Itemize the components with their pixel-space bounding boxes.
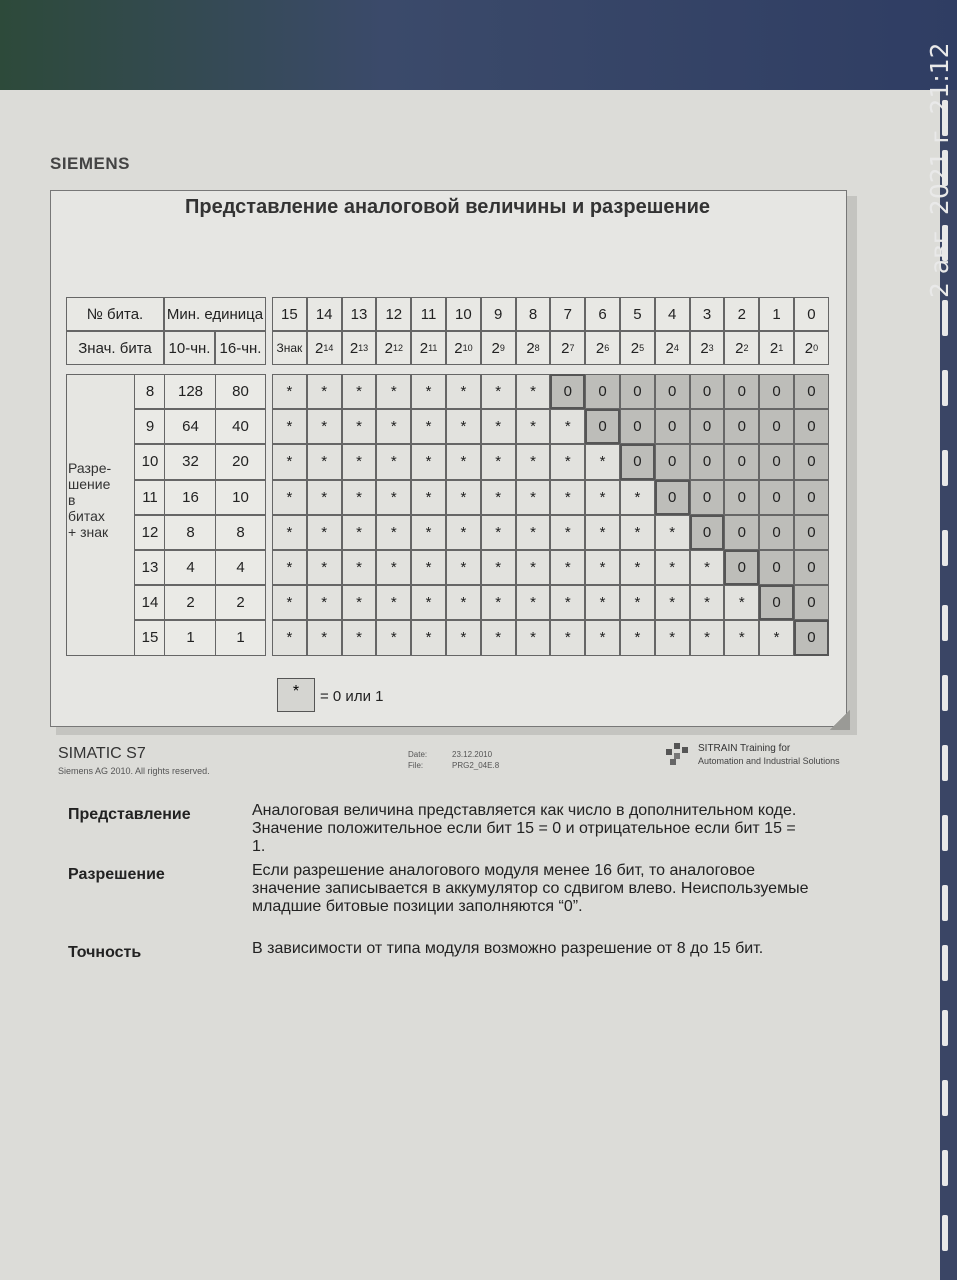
bit-cell-any: * xyxy=(376,585,411,620)
bit-cell-any: * xyxy=(307,444,342,479)
bit-cell-any: * xyxy=(516,480,551,515)
bit-cell-any: * xyxy=(620,480,655,515)
bit-cell-any: * xyxy=(307,620,342,655)
bit-cell-any: * xyxy=(620,585,655,620)
binder-ring xyxy=(942,1150,948,1186)
binder-ring xyxy=(942,815,948,851)
row-resolution-15: 15 xyxy=(134,620,166,655)
bit-cell-zero: 0 xyxy=(690,515,725,550)
bit-value-base: 2 xyxy=(769,339,779,357)
bit-cell-zero: 0 xyxy=(759,585,794,620)
row-hex-unit: 80 xyxy=(215,374,266,409)
bit-cell-any: * xyxy=(446,585,481,620)
bit-cell-zero: 0 xyxy=(585,374,620,409)
bit-cell-any: * xyxy=(272,444,307,479)
bit-cell-any: * xyxy=(516,550,551,585)
bit-cell-any: * xyxy=(550,480,585,515)
bit-value-base: 2 xyxy=(419,339,429,357)
bit-value-exponent: 4 xyxy=(673,343,679,353)
bit-value-exponent: 14 xyxy=(323,343,334,353)
row-decimal-unit: 128 xyxy=(164,374,217,409)
bit-cell-any: * xyxy=(481,409,516,444)
bit-cell-any: * xyxy=(342,374,377,409)
bit-cell-zero: 0 xyxy=(759,374,794,409)
header-bit-7: 7 xyxy=(550,297,585,331)
bit-cell-zero: 0 xyxy=(794,515,829,550)
bit-value-base: 2 xyxy=(526,339,535,357)
bit-value-base: 2 xyxy=(804,339,814,357)
bit-cell-any: * xyxy=(481,480,516,515)
bit-cell-zero: 0 xyxy=(794,480,829,515)
note-line: Если разрешение аналогового модуля менее 16 бит, то аналоговое xyxy=(252,862,756,879)
header-bit-2: 2 xyxy=(724,297,759,331)
bit-value-exponent: 12 xyxy=(392,343,403,353)
binder-ring xyxy=(942,1010,948,1046)
bit-value-exponent: 6 xyxy=(604,343,610,353)
bit-cell-any: * xyxy=(516,409,551,444)
bit-cell-zero: 0 xyxy=(690,444,725,479)
row-decimal-unit: 8 xyxy=(164,515,217,550)
bit-cell-any: * xyxy=(585,515,620,550)
sitrain-logo-icon xyxy=(664,741,690,767)
header-bit-8: 8 xyxy=(516,297,551,331)
header-bit-value-5 xyxy=(620,331,655,365)
bit-cell-any: * xyxy=(655,585,690,620)
binder-ring xyxy=(942,1215,948,1251)
bit-cell-any: * xyxy=(550,585,585,620)
header-bit-value-2 xyxy=(724,331,759,365)
binder-ring xyxy=(942,530,948,566)
row-hex-unit: 8 xyxy=(215,515,266,550)
header-hex-label: 16-чн. xyxy=(215,331,266,365)
bit-cell-any: * xyxy=(272,585,307,620)
header-bit-value-4 xyxy=(655,331,690,365)
header-bit-value-7 xyxy=(550,331,585,365)
legend-star-box: * xyxy=(277,678,315,712)
bit-value-base: 2 xyxy=(454,339,463,357)
timestamp-text: 2 авг. 2021 г. 21:12 xyxy=(925,42,954,298)
bit-value-exponent: 10 xyxy=(462,343,473,353)
bit-cell-any: * xyxy=(481,550,516,585)
bit-cell-any: * xyxy=(446,409,481,444)
bit-cell-any: * xyxy=(550,444,585,479)
bit-cell-any: * xyxy=(411,409,446,444)
bit-value-exponent: 5 xyxy=(639,343,645,353)
bit-cell-any: * xyxy=(655,620,690,655)
bit-cell-zero: 0 xyxy=(620,374,655,409)
bit-value-base: 2 xyxy=(561,339,570,357)
bit-cell-any: * xyxy=(272,374,307,409)
bit-cell-zero: 0 xyxy=(759,409,794,444)
bit-cell-any: * xyxy=(585,550,620,585)
note-description xyxy=(252,802,862,856)
bit-value-exponent: 1 xyxy=(778,343,784,353)
header-bit-value-label: Знач. бита xyxy=(66,331,164,365)
header-bit-value-6 xyxy=(585,331,620,365)
header-bit-13: 13 xyxy=(342,297,377,331)
bit-value-exponent: 9 xyxy=(499,343,505,353)
bit-cell-any: * xyxy=(376,409,411,444)
binder-ring xyxy=(942,450,948,486)
bit-cell-zero: 0 xyxy=(759,515,794,550)
bit-cell-any: * xyxy=(585,480,620,515)
bit-cell-zero: 0 xyxy=(794,444,829,479)
row-label-line: Разре- xyxy=(68,460,112,476)
bit-cell-any: * xyxy=(272,480,307,515)
header-bit-value-10 xyxy=(446,331,481,365)
bit-cell-any: * xyxy=(272,515,307,550)
slide-page-curl xyxy=(830,710,850,730)
bit-value-base: 2 xyxy=(384,339,393,357)
note-line: Аналоговая величина представляется как число в дополнительном коде. xyxy=(252,802,797,819)
binder-ring xyxy=(942,370,948,406)
bit-cell-any: * xyxy=(342,444,377,479)
header-bit-5: 5 xyxy=(620,297,655,331)
header-bit-4: 4 xyxy=(655,297,690,331)
bit-cell-any: * xyxy=(411,515,446,550)
bit-value-base: 2 xyxy=(735,339,744,357)
bit-cell-any: * xyxy=(690,585,725,620)
bit-cell-any: * xyxy=(481,620,516,655)
bit-value-base: Знак xyxy=(276,341,303,355)
header-bit-10: 10 xyxy=(446,297,481,331)
row-decimal-unit: 2 xyxy=(164,585,217,620)
bit-cell-any: * xyxy=(307,550,342,585)
siemens-logo: SIEMENS xyxy=(50,154,131,173)
row-label-line: в xyxy=(68,492,76,508)
bit-cell-any: * xyxy=(516,444,551,479)
bit-cell-zero: 0 xyxy=(794,409,829,444)
bit-cell-any: * xyxy=(516,374,551,409)
bit-cell-any: * xyxy=(759,620,794,655)
note-term: Разрешение xyxy=(68,866,165,883)
note-description xyxy=(252,940,862,958)
row-decimal-unit: 64 xyxy=(164,409,217,444)
bit-cell-any: * xyxy=(446,480,481,515)
row-label-line: + знак xyxy=(68,524,109,540)
row-resolution-10: 10 xyxy=(134,444,166,479)
bit-cell-any: * xyxy=(307,480,342,515)
header-bit-value-9 xyxy=(481,331,516,365)
bit-cell-any: * xyxy=(585,620,620,655)
bit-cell-any: * xyxy=(724,620,759,655)
bit-value-exponent: 13 xyxy=(358,343,369,353)
binder-ring xyxy=(942,300,948,336)
bit-cell-any: * xyxy=(481,585,516,620)
file-value: PRG2_04E.8 xyxy=(452,761,500,770)
binder-ring xyxy=(942,945,948,981)
row-hex-unit: 1 xyxy=(215,620,266,655)
binder-ring xyxy=(942,605,948,641)
bit-value-base: 2 xyxy=(491,339,500,357)
bit-cell-any: * xyxy=(516,515,551,550)
legend-text: = 0 или 1 xyxy=(320,688,384,705)
row-hex-unit: 10 xyxy=(215,480,266,515)
bit-cell-any: * xyxy=(481,515,516,550)
bit-cell-zero: 0 xyxy=(724,409,759,444)
bit-cell-any: * xyxy=(516,620,551,655)
bit-cell-any: * xyxy=(411,550,446,585)
bit-cell-zero: 0 xyxy=(550,374,585,409)
bit-value-exponent: 2 xyxy=(743,343,749,353)
header-bit-9: 9 xyxy=(481,297,516,331)
bit-cell-zero: 0 xyxy=(655,444,690,479)
header-bit-value-3 xyxy=(690,331,725,365)
bit-cell-any: * xyxy=(585,585,620,620)
bit-cell-any: * xyxy=(376,515,411,550)
sitrain-title: SITRAIN Training for xyxy=(698,743,791,754)
bit-cell-any: * xyxy=(411,620,446,655)
copyright: Siemens AG 2010. All rights reserved. xyxy=(58,766,210,776)
bit-cell-zero: 0 xyxy=(655,374,690,409)
bit-value-exponent: 11 xyxy=(428,343,438,353)
bit-cell-any: * xyxy=(342,585,377,620)
row-label-line: битах xyxy=(68,508,105,524)
bit-cell-any: * xyxy=(655,550,690,585)
header-decimal-label: 10-чн. xyxy=(164,331,215,365)
note-line: Значение положительное если бит 15 = 0 и отрицательное если бит 15 = xyxy=(252,820,796,837)
bit-cell-zero: 0 xyxy=(724,444,759,479)
row-decimal-unit: 16 xyxy=(164,480,217,515)
header-bit-value-11 xyxy=(411,331,446,365)
resolution-row-label xyxy=(68,460,132,540)
bit-cell-zero: 0 xyxy=(759,480,794,515)
note-term: Точность xyxy=(68,944,142,961)
bit-cell-any: * xyxy=(620,550,655,585)
row-resolution-8: 8 xyxy=(134,374,166,409)
row-resolution-12: 12 xyxy=(134,515,166,550)
bit-cell-any: * xyxy=(342,515,377,550)
bit-cell-any: * xyxy=(620,620,655,655)
bit-cell-zero: 0 xyxy=(620,444,655,479)
date-label: Date: xyxy=(408,750,428,759)
bit-cell-any: * xyxy=(690,550,725,585)
bit-cell-any: * xyxy=(342,620,377,655)
bit-cell-zero: 0 xyxy=(724,515,759,550)
row-resolution-13: 13 xyxy=(134,550,166,585)
bit-cell-any: * xyxy=(690,620,725,655)
header-bit-11: 11 xyxy=(411,297,446,331)
bit-cell-zero: 0 xyxy=(655,409,690,444)
bit-cell-any: * xyxy=(307,374,342,409)
binder-ring xyxy=(942,675,948,711)
header-bit-value-13 xyxy=(342,331,377,365)
bit-cell-any: * xyxy=(446,444,481,479)
header-bit-value-1 xyxy=(759,331,794,365)
bit-value-base: 2 xyxy=(665,339,674,357)
bit-cell-zero: 0 xyxy=(724,550,759,585)
slide-title: Представление аналоговой величины и разрешение xyxy=(185,196,710,218)
row-decimal-unit: 1 xyxy=(164,620,217,655)
bit-cell-any: * xyxy=(272,620,307,655)
bit-cell-any: * xyxy=(516,585,551,620)
row-decimal-unit: 4 xyxy=(164,550,217,585)
note-line: В зависимости от типа модуля возможно разрешение от 8 до 15 бит. xyxy=(252,940,764,957)
bit-cell-any: * xyxy=(272,550,307,585)
bit-cell-any: * xyxy=(446,620,481,655)
row-hex-unit: 4 xyxy=(215,550,266,585)
bit-cell-any: * xyxy=(307,585,342,620)
product-name: SIMATIC S7 xyxy=(58,745,146,762)
row-resolution-9: 9 xyxy=(134,409,166,444)
header-bit-value-12 xyxy=(376,331,411,365)
bit-cell-any: * xyxy=(342,480,377,515)
row-hex-unit: 20 xyxy=(215,444,266,479)
bit-cell-zero: 0 xyxy=(585,409,620,444)
bit-cell-any: * xyxy=(272,409,307,444)
row-resolution-11: 11 xyxy=(134,480,166,515)
bit-cell-zero: 0 xyxy=(690,374,725,409)
bit-cell-any: * xyxy=(550,515,585,550)
row-resolution-14: 14 xyxy=(134,585,166,620)
bit-cell-any: * xyxy=(307,515,342,550)
row-decimal-unit: 32 xyxy=(164,444,217,479)
note-term: Представление xyxy=(68,806,191,823)
bit-cell-zero: 0 xyxy=(724,374,759,409)
bit-cell-zero: 0 xyxy=(620,409,655,444)
bit-cell-any: * xyxy=(550,620,585,655)
note-line: 1. xyxy=(252,838,266,855)
sitrain-subtitle: Automation and Industrial Solutions xyxy=(698,756,840,766)
bit-cell-any: * xyxy=(342,409,377,444)
bit-cell-any: * xyxy=(376,374,411,409)
header-bit-14: 14 xyxy=(307,297,342,331)
bit-cell-any: * xyxy=(550,550,585,585)
header-bit-value-0 xyxy=(794,331,829,365)
bit-value-base: 2 xyxy=(630,339,640,357)
bit-cell-zero: 0 xyxy=(759,444,794,479)
bit-cell-any: * xyxy=(724,585,759,620)
bit-cell-zero: 0 xyxy=(759,550,794,585)
bit-cell-zero: 0 xyxy=(794,620,829,655)
bit-cell-any: * xyxy=(550,409,585,444)
bit-cell-any: * xyxy=(307,409,342,444)
bit-cell-any: * xyxy=(411,374,446,409)
bit-cell-zero: 0 xyxy=(794,550,829,585)
bit-value-base: 2 xyxy=(349,339,359,357)
binder-ring xyxy=(942,885,948,921)
bit-cell-any: * xyxy=(585,444,620,479)
bit-cell-any: * xyxy=(411,480,446,515)
bit-cell-any: * xyxy=(411,585,446,620)
header-bit-15: 15 xyxy=(272,297,307,331)
bit-cell-zero: 0 xyxy=(690,409,725,444)
row-label-line: шение xyxy=(68,476,111,492)
bit-value-exponent: 0 xyxy=(813,343,819,353)
header-bit-number-label: № бита. xyxy=(66,297,164,331)
bit-cell-any: * xyxy=(376,550,411,585)
bit-cell-zero: 0 xyxy=(794,374,829,409)
bit-cell-zero: 0 xyxy=(690,480,725,515)
header-min-unit-label: Мин. единица xyxy=(164,297,266,331)
bit-cell-any: * xyxy=(481,374,516,409)
row-hex-unit: 40 xyxy=(215,409,266,444)
bit-cell-any: * xyxy=(376,620,411,655)
bit-cell-any: * xyxy=(446,374,481,409)
bit-value-base: 2 xyxy=(595,339,605,357)
background-fabric xyxy=(0,0,957,100)
header-bit-value-15 xyxy=(272,331,307,365)
photo-timestamp xyxy=(895,20,955,300)
bit-cell-any: * xyxy=(342,550,377,585)
bit-cell-zero: 0 xyxy=(794,585,829,620)
row-hex-unit: 2 xyxy=(215,585,266,620)
header-bit-value-14 xyxy=(307,331,342,365)
header-bit-1: 1 xyxy=(759,297,794,331)
binder-ring xyxy=(942,1080,948,1116)
bit-value-exponent: 8 xyxy=(534,343,540,353)
date-value: 23.12.2010 xyxy=(452,750,493,759)
bit-cell-any: * xyxy=(481,444,516,479)
file-label: File: xyxy=(408,761,424,770)
header-bit-12: 12 xyxy=(376,297,411,331)
header-bit-0: 0 xyxy=(794,297,829,331)
bit-cell-any: * xyxy=(446,515,481,550)
bit-cell-zero: 0 xyxy=(724,480,759,515)
bit-cell-any: * xyxy=(655,515,690,550)
bit-cell-any: * xyxy=(376,480,411,515)
header-bit-3: 3 xyxy=(690,297,725,331)
bit-value-base: 2 xyxy=(700,339,709,357)
bit-value-base: 2 xyxy=(315,339,324,357)
bit-value-exponent: 7 xyxy=(569,343,575,353)
note-line: младшие битовые позиции заполняются “0”. xyxy=(252,898,583,915)
bit-cell-any: * xyxy=(446,550,481,585)
note-line: значение записывается в аккумулятор со сдвигом влево. Неиспользуемые xyxy=(252,880,809,897)
bit-cell-any: * xyxy=(411,444,446,479)
note-description xyxy=(252,862,862,916)
bit-value-exponent: 3 xyxy=(708,343,714,353)
bit-cell-any: * xyxy=(376,444,411,479)
header-bit-value-8 xyxy=(516,331,551,365)
binder-ring xyxy=(942,745,948,781)
bit-cell-any: * xyxy=(620,515,655,550)
bit-cell-zero: 0 xyxy=(655,480,690,515)
header-bit-6: 6 xyxy=(585,297,620,331)
